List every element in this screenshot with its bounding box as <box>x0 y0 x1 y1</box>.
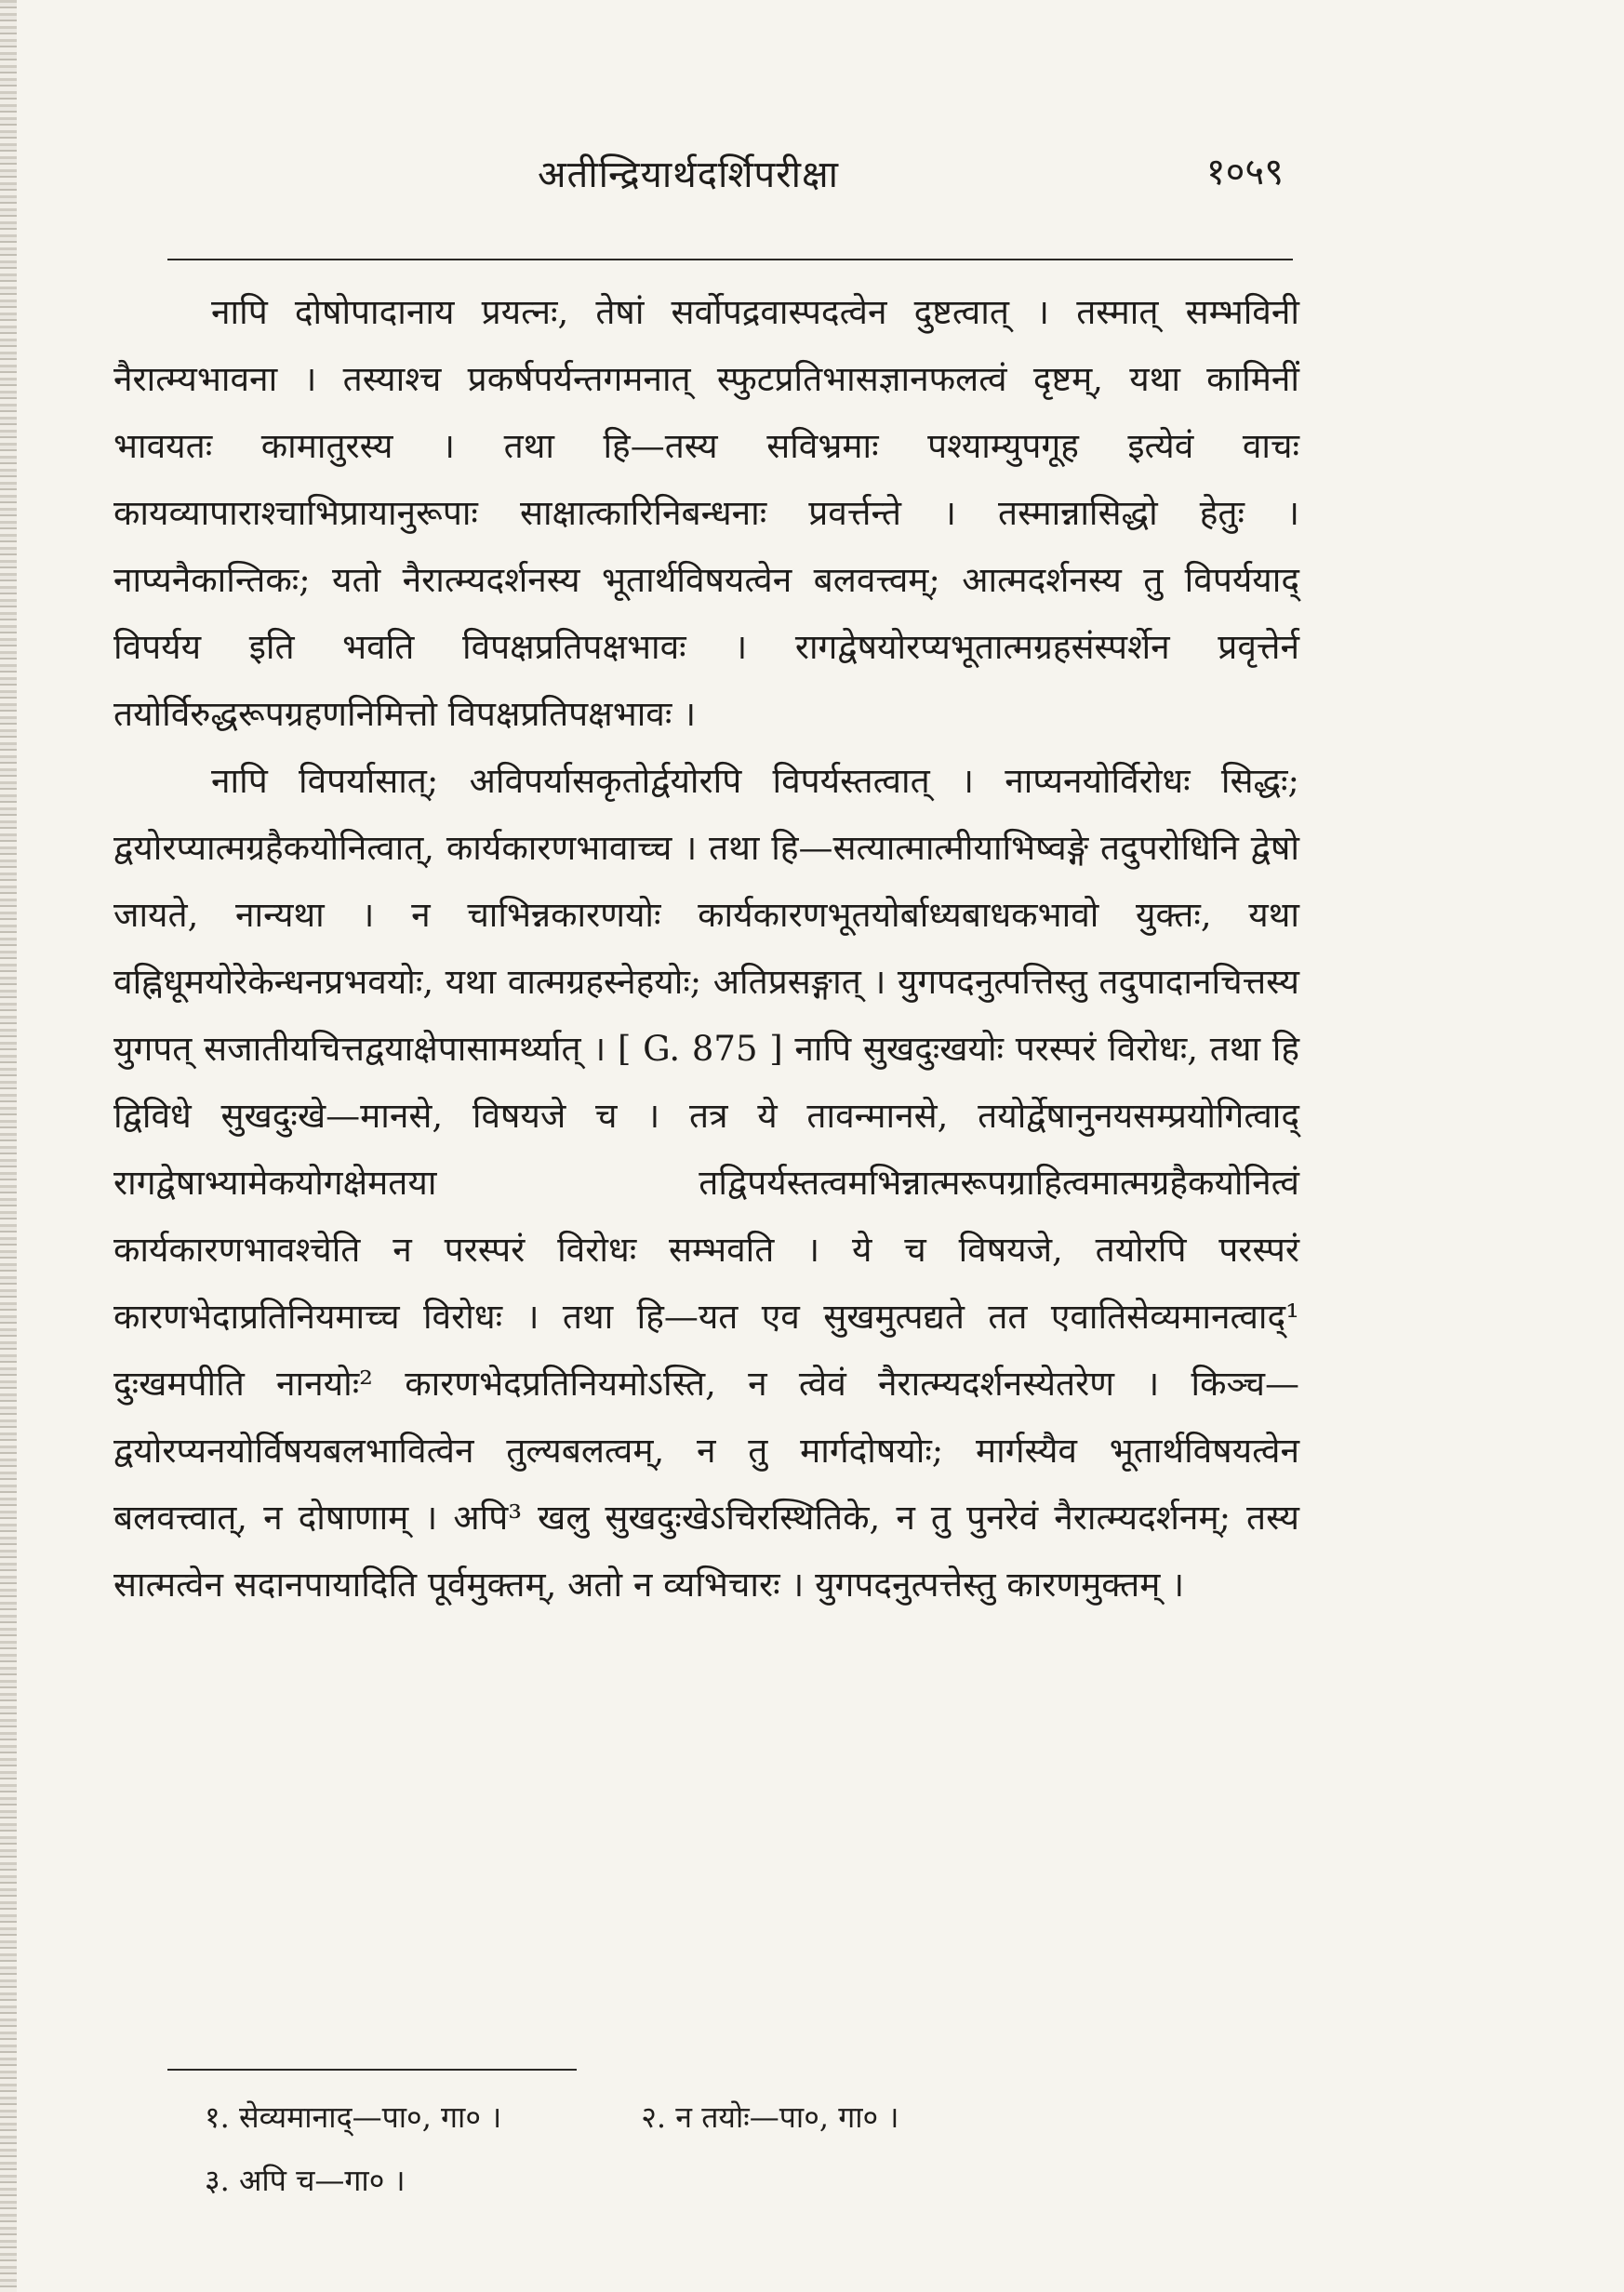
footnote: २. न तयोः—पा०, गा० । <box>641 2099 899 2135</box>
footnote: १. सेव्यमानाद्—पा०, गा० । <box>205 2099 502 2135</box>
footnote-rule <box>167 2069 577 2071</box>
paragraph: नापि विपर्यासात्; अविपर्यासकृतोर्द्वयोरपि विपर्यस्तत्वात् । नाप्यनयोर्विरोधः सिद्धः; द्वयोरप्यात्मग्रहैकयोनित्वात्, कार्यकारणभावाच्च । तथा हि—सत्यात्मात्मीयाभिष्वङ्गे तदुपरोधिनि द्वेषो जायते, नान्यथा । न चाभिन्नकारणयोः कार्यकारणभूतयोर्बाध्यबाधकभावो युक्तः, यथा वह्निधूमयोरेकेन्धनप्रभवयोः, यथा वात्मग्रहस्नेहयोः; अतिप्रसङ्गात् । युगपदनुत्पत्तिस्तु तदुपादानचित्तस्य युगपत् सजातीयचित्तद्वयाक्षेपासामर्थ्यात् । [ G. 875 ] नापि सुखदुःखयोः परस्परं विरोधः, तथा हि द्विविधे सुखदुःखे—मानसे, विषयजे च । तत्र ये तावन्मानसे, तयोर्द्वेषानुनयसम्प्रयोगित्वाद् रागद्वेषाभ्यामेकयोगक्षेमतया तद्विपर्यस्तत्वमभिन्नात्मरूपग्राहित्वमात्मग्रहैकयोनित्वं कार्यकारणभावश्चेति न परस्परं विरोधः सम्भवति । ये च विषयजे, तयोरपि परस्परं कारणभेदाप्रतिनियमाच्च विरोधः । तथा हि—यत एव सुखमुत्पद्यते तत एवातिसेव्यमानत्वाद्¹ दुःखमपीति नानयोः² कारणभेदप्रतिनियमोऽस्ति, न त्वेवं नैरात्म्यदर्शनस्येतरेण । किञ्च—द्वयोरप्यनयोर्विषयबलभावित्वेन तुल्यबलत्वम्, न तु मार्गदोषयोः; मार्गस्यैव भूतार्थविषयत्वेन बलवत्त्वात्, न दोषाणाम् । अपि³ खलु सुखदुःखेऽचिरस्थितिके, न तु पुनरेवं नैरात्म्यदर्शनम्; तस्य सात्मत्वेन सदानपायादिति पूर्वमुक्तम्, अतो न व्यभिचारः । युगपदनुत्पत्तेस्तु कारणमुक्तम् । <box>113 761 1299 1605</box>
header-rule <box>167 259 1293 260</box>
footnote: ३. अपि च—गा० । <box>205 2163 406 2198</box>
main-text <box>113 279 1299 1619</box>
footnotes <box>205 2085 1228 2212</box>
paragraph: नापि दोषोपादानाय प्रयत्नः, तेषां सर्वोपद्रवास्पदत्वेन दुष्टत्वात् । तस्मात् सम्भविनी नैरात्म्यभावना । तस्याश्च प्रकर्षपर्यन्तगमनात् स्फुटप्रतिभासज्ञानफलत्वं दृष्टम्, यथा कामिनीं भावयतः कामातुरस्य । तथा हि—तस्य सविभ्रमाः पश्याम्युपगूह इत्येवं वाचः कायव्यापाराश्चाभिप्रायानुरूपाः साक्षात्कारिनिबन्धनाः प्रवर्त्तन्ते । तस्मान्नासिद्धो हेतुः । नाप्यनैकान्तिकः; यतो नैरात्म्यदर्शनस्य भूतार्थविषयत्वेन बलवत्त्वम्; आत्मदर्शनस्य तु विपर्ययाद् विपर्यय इति भवति विपक्षप्रतिपक्षभावः । रागद्वेषयोरप्यभूतात्मग्रहसंस्पर्शेन प्रवृत्तेर्न तयोर्विरुद्धरूपग्रहणनिमित्तो विपक्षप्रतिपक्षभावः । <box>113 292 1299 734</box>
page-number: १०५९ <box>1205 151 1284 193</box>
footnote-row <box>205 2149 1228 2212</box>
footnote-row <box>205 2085 1228 2149</box>
running-title: अतीन्द्रियार्थदर्शिपरीक्षा <box>537 153 840 196</box>
